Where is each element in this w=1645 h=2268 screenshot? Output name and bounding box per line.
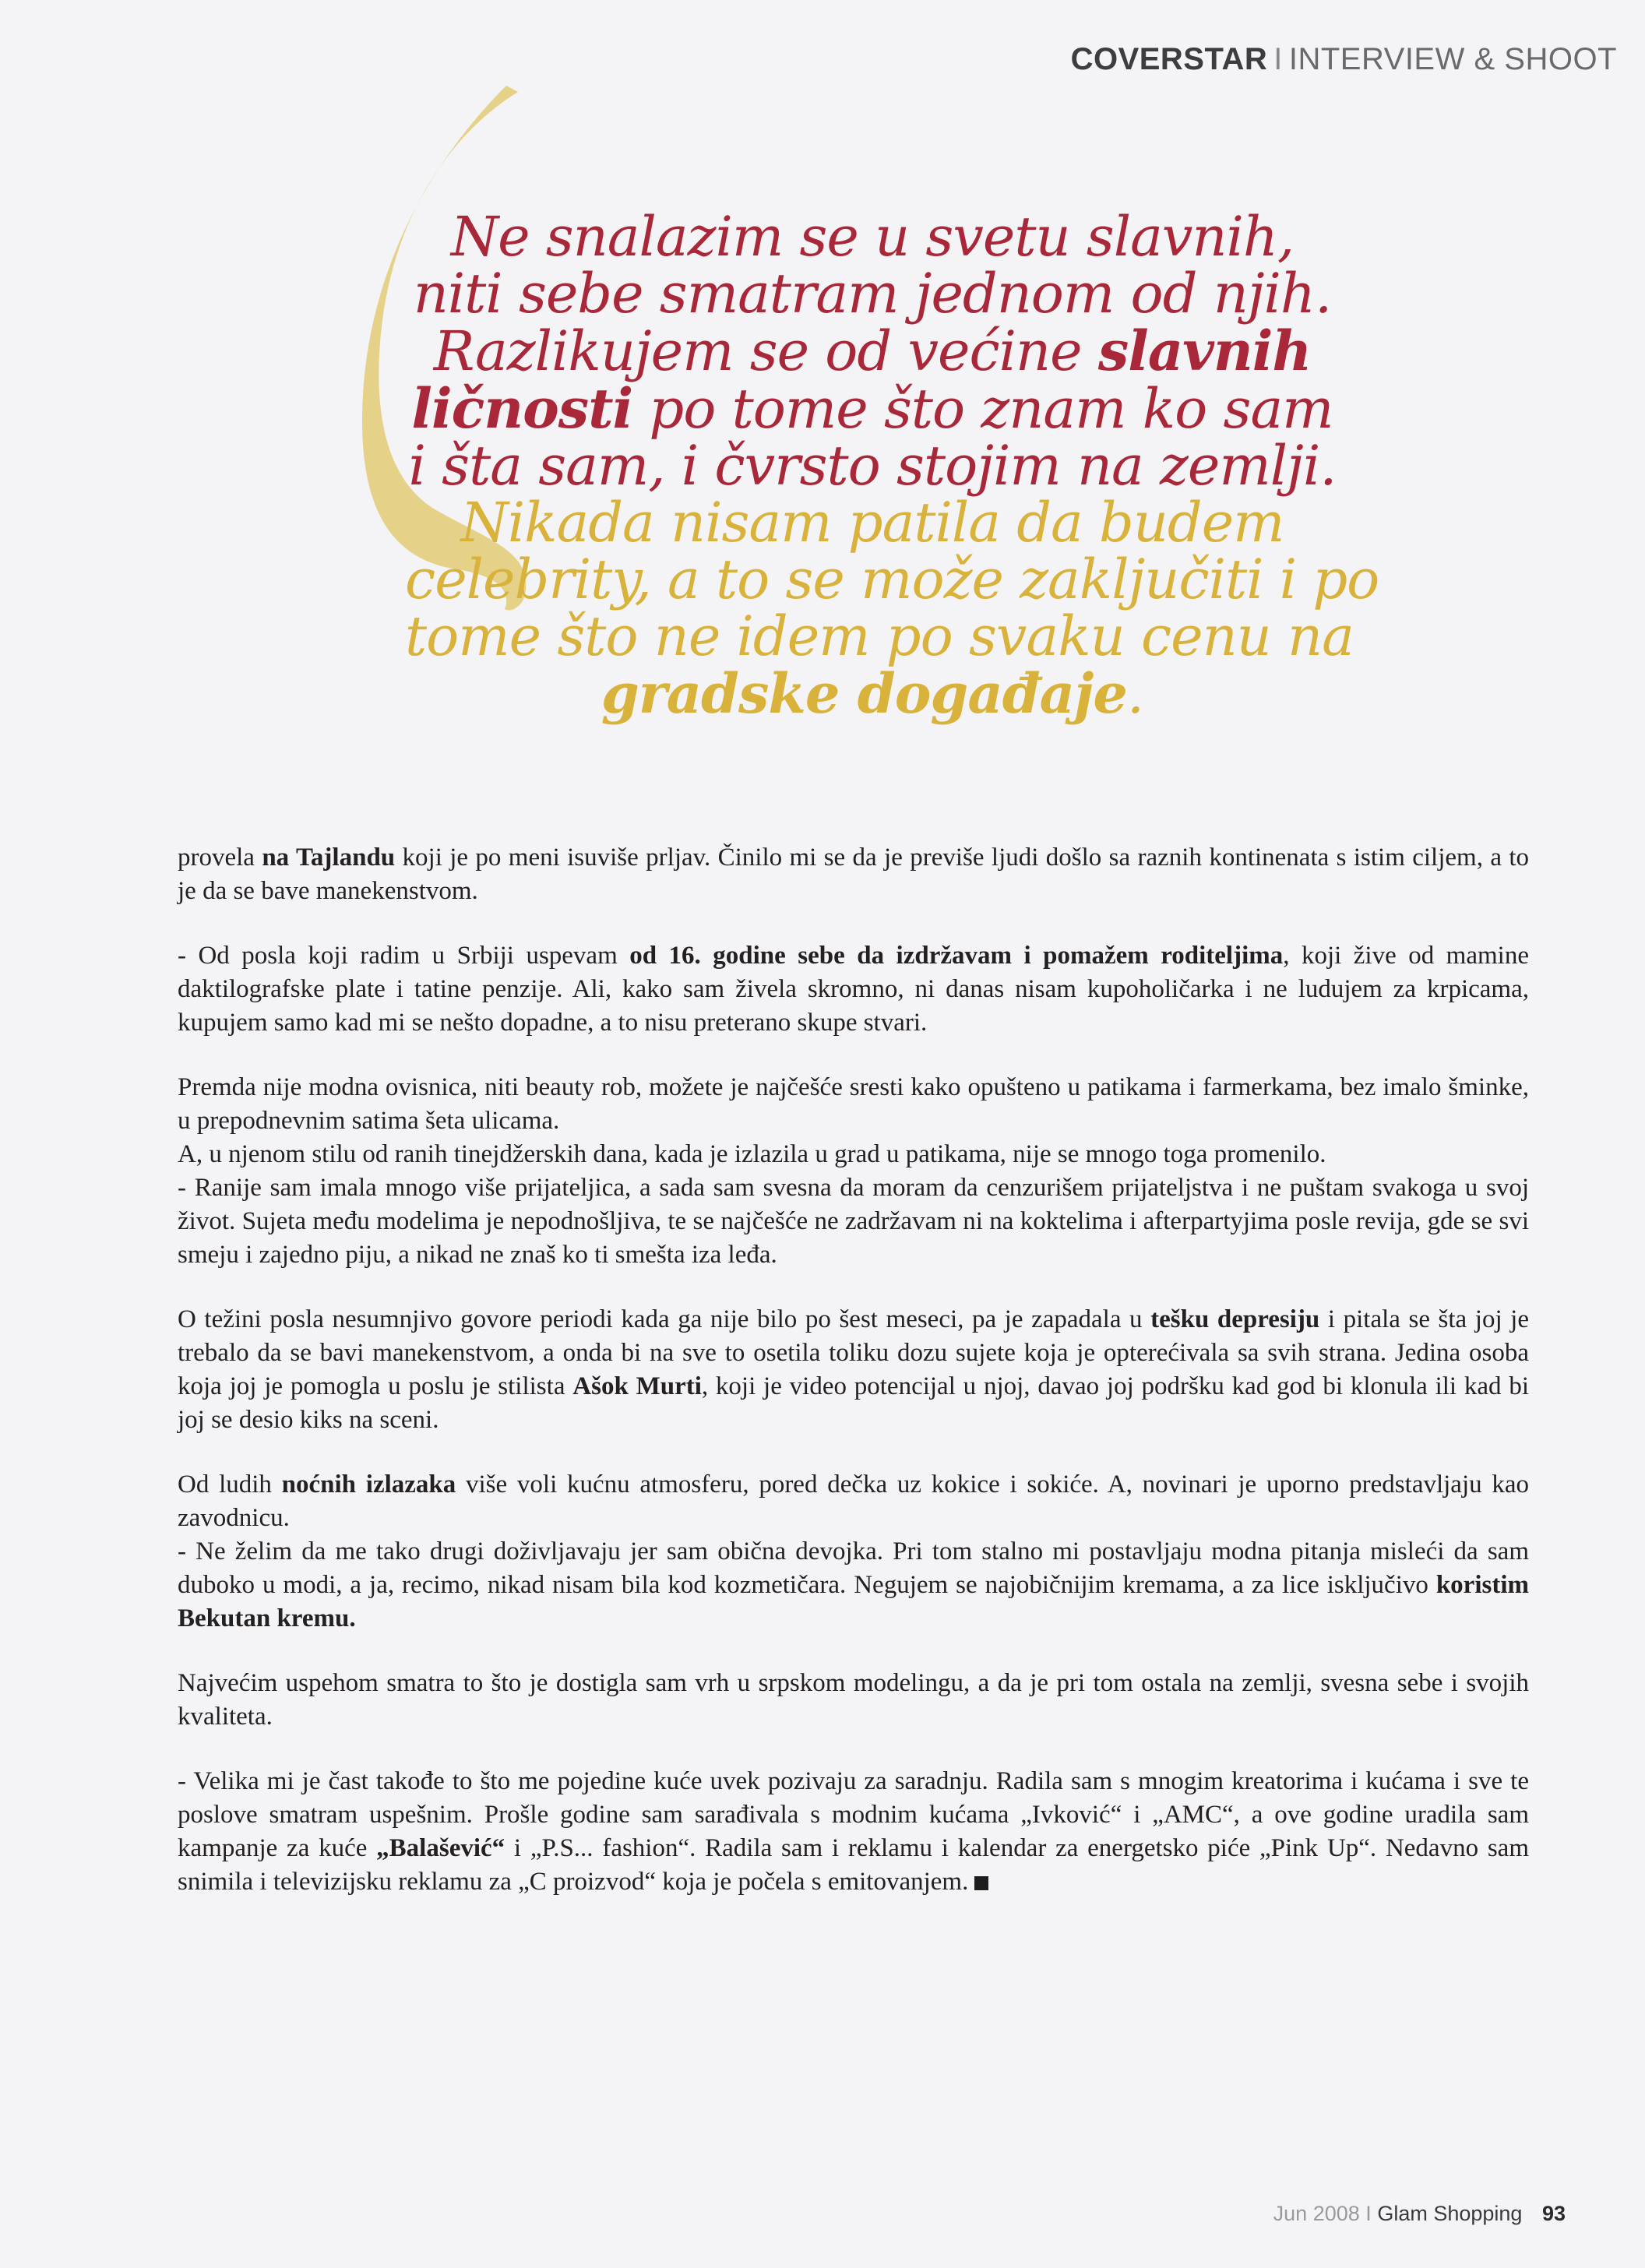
- article-body: [178, 841, 1529, 1899]
- paragraph: Premda nije modna ovisnica, niti beauty rob, možete je najčešće sresti kako opušteno u patikama i farmerkama, bez imalo šminke, u prepodnevnim satima šeta ulicama.: [178, 1073, 1529, 1135]
- pull-quote: [405, 205, 1379, 726]
- paragraph: - Velika mi je čast takođe to što me pojedine kuće uvek pozivaju za saradnju. Radila sam s mnogim kreatorima i kućama i sve te poslove smatram uspešnim. Prošle godine sam sarađivala s modnim kućama „Ivković“ i „AMC“, a ove godine uradila sam kampanje za kuće „Balašević“ i „P.S... fashion“. Radila sam i reklamu i kalendar za energetsko piće „Pink Up“. Nedavno sam snimila i televizijsku reklamu za „C proizvod“ koja je počela s emitovanjem.: [178, 1767, 1529, 1896]
- paragraph: A, u njenom stilu od ranih tinejdžerskih dana, kada je izlazila u grad u patikama, nije se mnogo toga promenilo.: [178, 1140, 1326, 1168]
- pull-quote-line: i šta sam, i čvrsto stojim na zemlji.: [408, 434, 1337, 498]
- section-label: COVERSTAR: [1070, 42, 1268, 76]
- issue-date: Jun 2008: [1273, 2202, 1360, 2225]
- magazine-name: Glam Shopping: [1377, 2202, 1523, 2225]
- footer-separator: I: [1365, 2202, 1372, 2225]
- paragraph: - Ranije sam imala mnogo više prijateljica, a sada sam svesna da moram da cenzurišem prijateljstva i ne puštam svakoga u svoj život. Sujeta među modelima je nepodnošljiva, te se najčešće ne zadržavam ni na koktelima i afterpartyjima posle revija, gde se svi smeju i zajedno piju, a nikad ne znaš ko ti smešta iza leđa.: [178, 1174, 1529, 1269]
- pull-quote-line: niti sebe smatram jednom od njih.: [413, 262, 1332, 326]
- page-number: 93: [1541, 2202, 1566, 2225]
- paragraph: - Od posla koji radim u Srbiji uspevam od 16. godine sebe da izdržavam i pomažem roditeljima, koji žive od mamine daktilografske plate i tatine penzije. Ali, kako sam živela skromno, ni danas nisam kupoholičarka i ne ludujem za krpicama, kupujem samo kad mi se nešto dopadne, a to nisu preterano skupe stvari.: [178, 942, 1529, 1037]
- page-footer: [1273, 2202, 1566, 2226]
- pull-quote-line: gradske događaje.: [601, 661, 1144, 726]
- header-separator: I: [1273, 42, 1283, 76]
- pull-quote-line: celebrity, a to se može zaključiti i po: [405, 548, 1379, 611]
- paragraph: Od ludih noćnih izlazaka više voli kućnu atmosferu, pored dečka uz kokice i sokiće. A, novinari je uporno predstavljaju kao zavodnicu.: [178, 1470, 1530, 1532]
- pull-quote-line: ličnosti po tome što znam ko sam: [411, 376, 1333, 441]
- subsection-label: INTERVIEW & SHOOT: [1288, 42, 1617, 76]
- paragraph: provela na Tajlandu koji je po meni isuviše prljav. Činilo mi se da je previše ljudi došlo sa raznih kontinenata s istim ciljem, a to je da se bave manekenstvom.: [178, 843, 1529, 905]
- pull-quote-line: Razlikujem se od većine slavnih: [433, 319, 1312, 383]
- section-header: [1071, 42, 1617, 77]
- pull-quote-line: Ne snalazim se u svetu slavnih,: [450, 205, 1295, 269]
- paragraph: O težini posla nesumnjivo govore periodi kada ga nije bilo po šest meseci, pa je zapadala u tešku depresiju i pitala se šta joj je trebalo da se bavi manekenstvom, a onda bi na sve to osetila toliku dozu sujete koja je opterećivala sa svih strana. Jedina osoba koja joj je pomogla u poslu je stilista Ašok Murti, koji je video potencijal u njoj, davao joj podršku kad god bi klonula ili kad bi joj se desio kiks na sceni.: [178, 1305, 1529, 1434]
- pull-quote-line: Nikada nisam patila da budem: [460, 491, 1284, 555]
- paragraph: Najvećim uspehom smatra to što je dostigla sam vrh u srpskom modelingu, a da je pri tom ostala na zemlji, svesna sebe i svojih kvaliteta.: [178, 1669, 1529, 1731]
- paragraph: - Ne želim da me tako drugi doživljavaju jer sam obična devojka. Pri tom stalno mi postavljaju modna pitanja misleći da sam duboko u modi, a ja, recimo, nikad nisam bila kod kozmetičara. Negujem se najobičnijim kremama, a za lice isključivo koristim Bekutan kremu.: [178, 1537, 1529, 1632]
- end-mark-icon: [974, 1876, 988, 1890]
- pull-quote-line: tome što ne idem po svaku cenu na: [405, 604, 1354, 668]
